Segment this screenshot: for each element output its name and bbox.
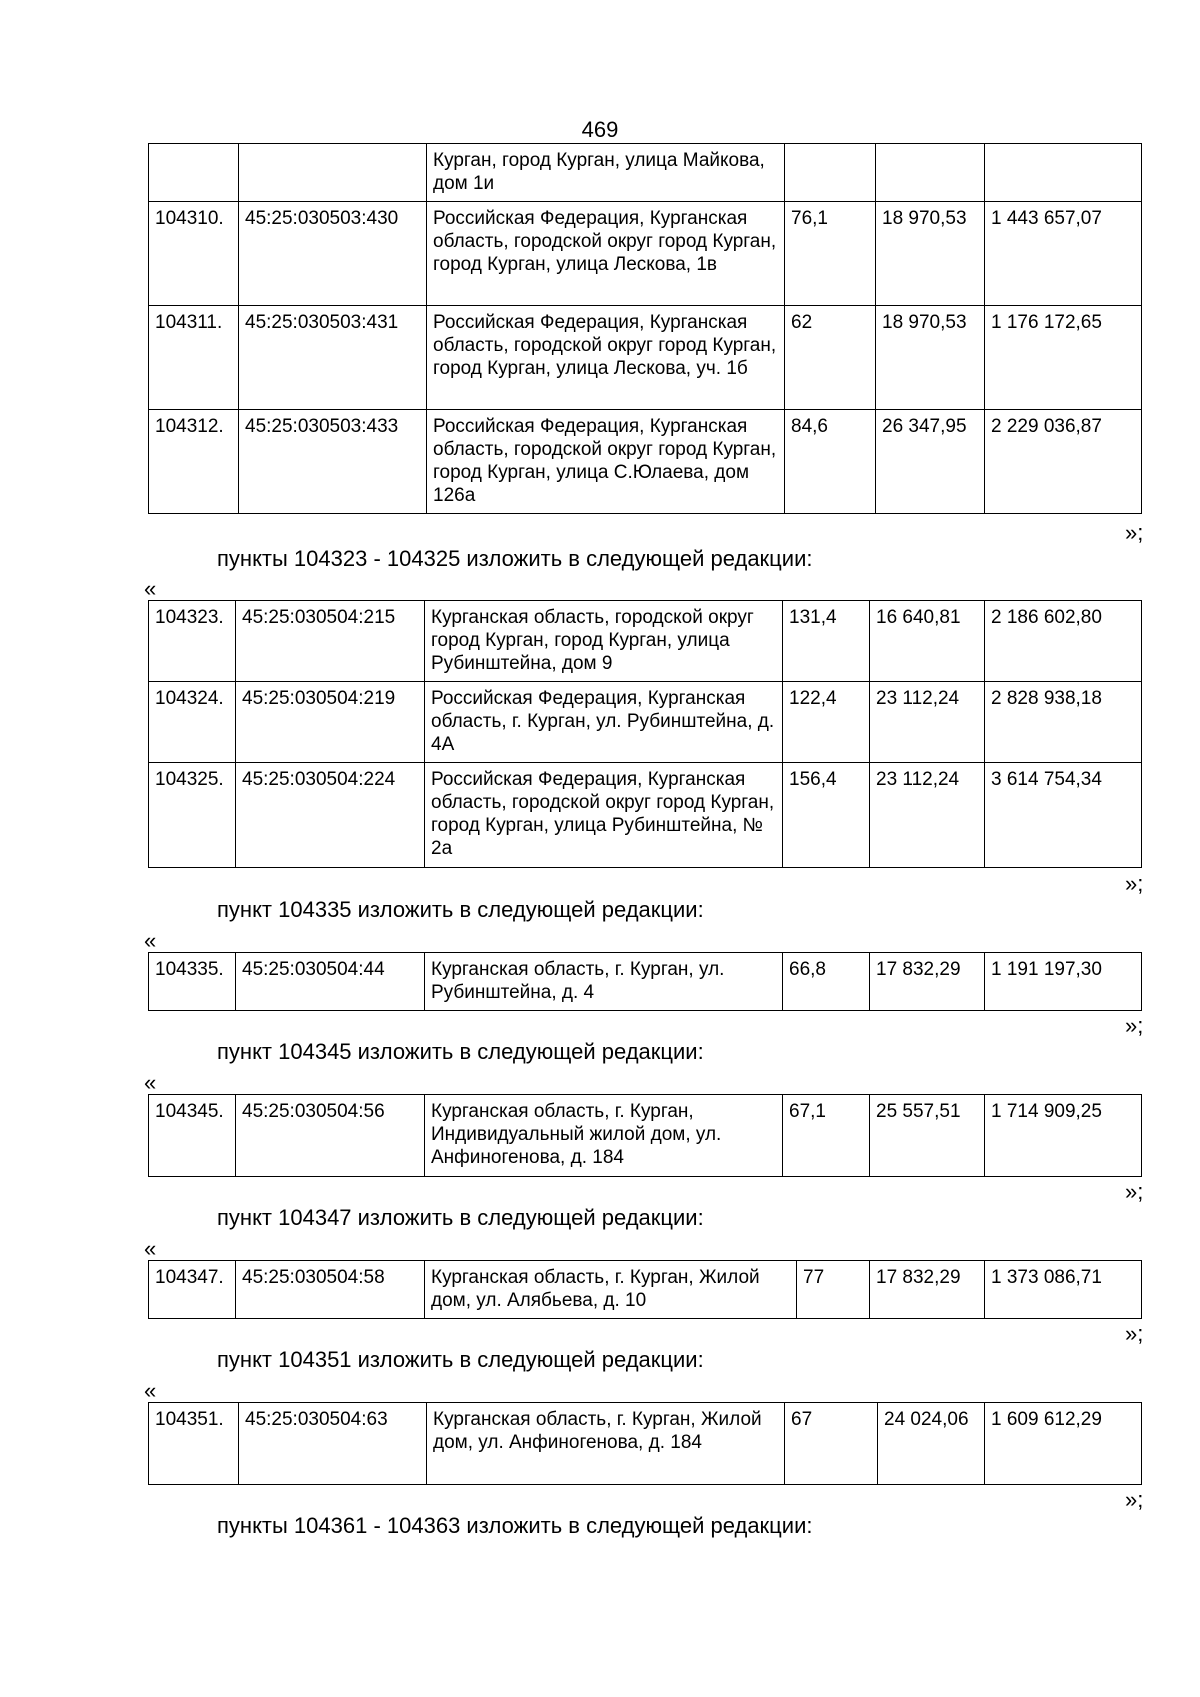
value-cell: 1 176 172,65	[985, 306, 1142, 410]
table-6	[148, 1402, 1142, 1485]
instruction-text: пункт 104351 изложить в следующей редакции:	[217, 1347, 704, 1372]
opening-quote: «	[144, 1070, 157, 1095]
address-cell: Курганская область, г. Курган, ул. Рубинштейна, д. 4	[425, 953, 783, 1011]
address-cell: Российская Федерация, Курганская область, городской округ город Курган, город Курган, улица Рубинштейна, № 2а	[425, 763, 783, 868]
table-row	[149, 1261, 1142, 1319]
table-row	[149, 144, 1142, 202]
area-cell: 62	[785, 306, 876, 410]
value-cell: 1 443 657,07	[985, 202, 1142, 306]
table-row	[149, 202, 1142, 306]
cadastral-number-cell: 45:25:030504:224	[236, 763, 425, 868]
area-cell: 76,1	[785, 202, 876, 306]
area-cell: 156,4	[783, 763, 870, 868]
value-cell: 2 186 602,80	[985, 601, 1142, 682]
rate-cell: 24 024,06	[878, 1403, 985, 1485]
value-cell: 3 614 754,34	[985, 763, 1142, 868]
address-cell: Курганская область, городской округ город Курган, город Курган, улица Рубинштейна, дом 9	[425, 601, 783, 682]
address-cell: Курганская область, г. Курган, Жилой дом, ул. Алябьева, д. 10	[425, 1261, 797, 1319]
area-cell: 66,8	[783, 953, 870, 1011]
row-number-cell: 104312.	[149, 410, 239, 514]
opening-quote: «	[144, 576, 157, 601]
rate-cell: 26 347,95	[876, 410, 985, 514]
row-number-cell: 104335.	[149, 953, 236, 1011]
table-4	[148, 1094, 1142, 1177]
row-number-cell: 104325.	[149, 763, 236, 868]
rate-cell: 18 970,53	[876, 202, 985, 306]
address-cell: Курганская область, г. Курган, Жилой дом, ул. Анфиногенова, д. 184	[427, 1403, 785, 1485]
cadastral-number-cell: 45:25:030504:44	[236, 953, 425, 1011]
value-cell: 2 229 036,87	[985, 410, 1142, 514]
area-cell: 84,6	[785, 410, 876, 514]
row-number-cell: 104351.	[149, 1403, 239, 1485]
row-number-cell: 104310.	[149, 202, 239, 306]
cadastral-number-cell: 45:25:030503:431	[239, 306, 427, 410]
row-number-cell: 104323.	[149, 601, 236, 682]
cadastral-number-cell: 45:25:030504:215	[236, 601, 425, 682]
table-row	[149, 1095, 1142, 1177]
table-5	[148, 1260, 1142, 1319]
area-cell: 131,4	[783, 601, 870, 682]
table-row	[149, 306, 1142, 410]
cadastral-number-cell: 45:25:030504:56	[236, 1095, 425, 1177]
rate-cell: 23 112,24	[870, 763, 985, 868]
value-cell: 1 373 086,71	[985, 1261, 1142, 1319]
closing-quote: »;	[1125, 1179, 1144, 1204]
rate-cell: 25 557,51	[870, 1095, 985, 1177]
address-cell: Российская Федерация, Курганская область, городской округ город Курган, город Курган, улица Лескова, уч. 1б	[427, 306, 785, 410]
row-number-cell	[149, 144, 239, 202]
rate-cell: 18 970,53	[876, 306, 985, 410]
area-cell: 67	[785, 1403, 878, 1485]
row-number-cell: 104345.	[149, 1095, 236, 1177]
address-cell: Российская Федерация, Курганская область, городской округ город Курган, город Курган, улица Лескова, 1в	[427, 202, 785, 306]
instruction-text: пункт 104345 изложить в следующей редакции:	[217, 1039, 704, 1064]
instruction-text: пункты 104361 - 104363 изложить в следующей редакции:	[217, 1513, 813, 1538]
area-cell	[785, 144, 876, 202]
cadastral-number-cell	[239, 144, 427, 202]
instruction-text: пункт 104347 изложить в следующей редакции:	[217, 1205, 704, 1230]
cadastral-number-cell: 45:25:030504:63	[239, 1403, 427, 1485]
rate-cell	[876, 144, 985, 202]
rate-cell: 23 112,24	[870, 682, 985, 763]
table-row	[149, 410, 1142, 514]
opening-quote: «	[144, 928, 157, 953]
instruction-text: пункт 104335 изложить в следующей редакции:	[217, 897, 704, 922]
cadastral-number-cell: 45:25:030503:430	[239, 202, 427, 306]
area-cell: 67,1	[783, 1095, 870, 1177]
value-cell: 1 191 197,30	[985, 953, 1142, 1011]
cadastral-number-cell: 45:25:030504:58	[236, 1261, 425, 1319]
value-cell: 2 828 938,18	[985, 682, 1142, 763]
table-row	[149, 1403, 1142, 1485]
rate-cell: 17 832,29	[870, 953, 985, 1011]
row-number-cell: 104324.	[149, 682, 236, 763]
address-cell: Курган, город Курган, улица Майкова, дом 1и	[427, 144, 785, 202]
closing-quote: »;	[1125, 871, 1144, 896]
row-number-cell: 104311.	[149, 306, 239, 410]
closing-quote: »;	[1125, 520, 1144, 545]
table-2	[148, 600, 1142, 868]
address-cell: Курганская область, г. Курган, Индивидуальный жилой дом, ул. Анфиногенова, д. 184	[425, 1095, 783, 1177]
cadastral-number-cell: 45:25:030503:433	[239, 410, 427, 514]
page-number: 469	[581, 117, 619, 142]
instruction-text: пункты 104323 - 104325 изложить в следующей редакции:	[217, 546, 813, 571]
address-cell: Российская Федерация, Курганская область, г. Курган, ул. Рубинштейна, д. 4А	[425, 682, 783, 763]
area-cell: 77	[797, 1261, 870, 1319]
cadastral-number-cell: 45:25:030504:219	[236, 682, 425, 763]
value-cell: 1 714 909,25	[985, 1095, 1142, 1177]
table-row	[149, 763, 1142, 868]
closing-quote: »;	[1125, 1013, 1144, 1038]
area-cell: 122,4	[783, 682, 870, 763]
table-1	[148, 143, 1142, 514]
opening-quote: «	[144, 1236, 157, 1261]
table-row	[149, 682, 1142, 763]
table-row	[149, 601, 1142, 682]
closing-quote: »;	[1125, 1487, 1144, 1512]
closing-quote: »;	[1125, 1321, 1144, 1346]
opening-quote: «	[144, 1378, 157, 1403]
value-cell	[985, 144, 1142, 202]
rate-cell: 16 640,81	[870, 601, 985, 682]
table-row	[149, 953, 1142, 1011]
row-number-cell: 104347.	[149, 1261, 236, 1319]
address-cell: Российская Федерация, Курганская область, городской округ город Курган, город Курган, улица С.Юлаева, дом 126а	[427, 410, 785, 514]
value-cell: 1 609 612,29	[985, 1403, 1142, 1485]
table-3	[148, 952, 1142, 1011]
rate-cell: 17 832,29	[870, 1261, 985, 1319]
